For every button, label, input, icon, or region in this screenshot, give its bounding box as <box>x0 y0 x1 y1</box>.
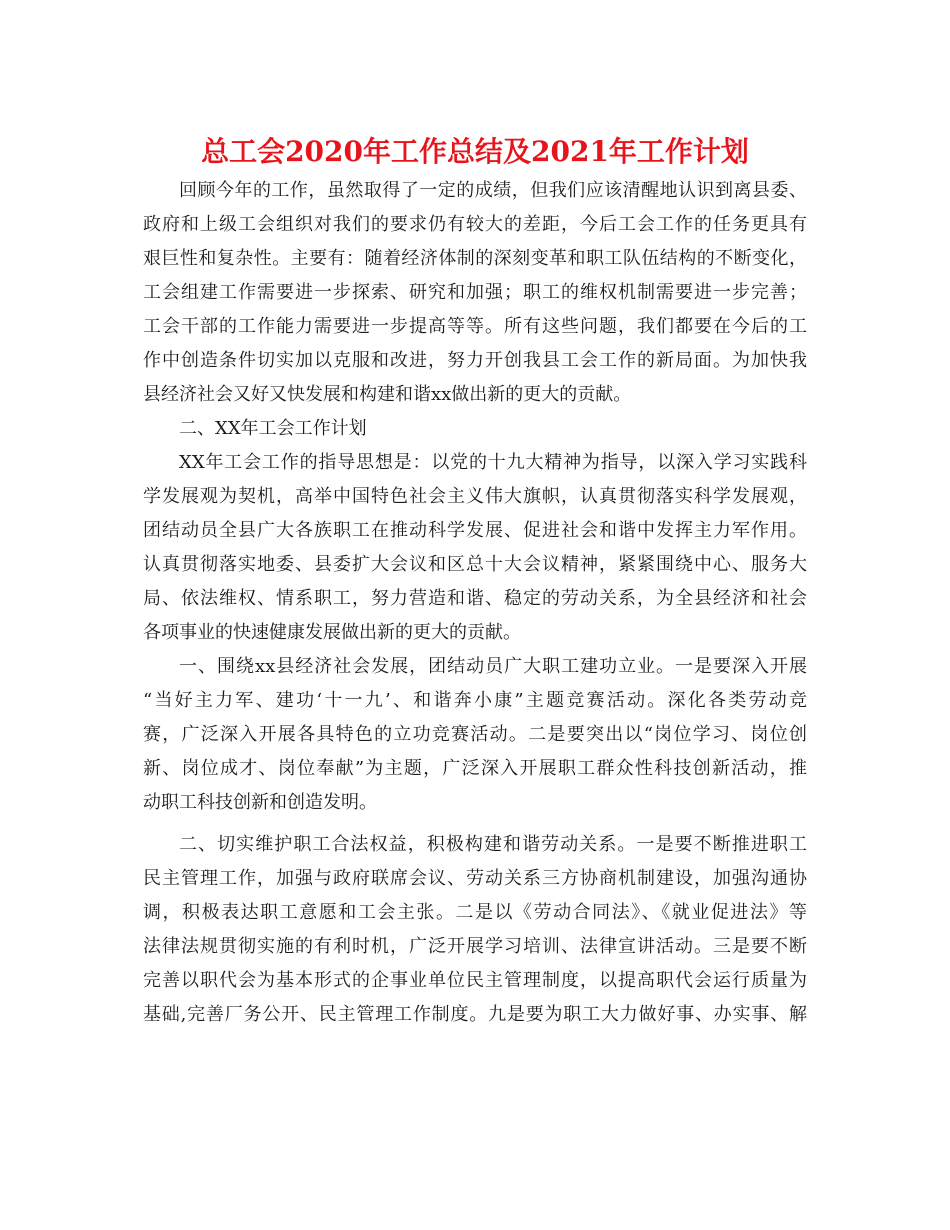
text-line: XX年工会工作的指导思想是：以党的十九大精神为指导，以深入学习实践科 <box>179 452 807 473</box>
text-line: 回顾今年的工作，虽然取得了一定的成绩，但我们应该清醒地认识到离县委、 <box>179 180 807 201</box>
text-line: 新、岗位成才、岗位奉献”为主题，广泛深入开展职工群众性科技创新活动，推 <box>143 758 807 779</box>
text-line: 一、围绕xx县经济社会发展，团结动员广大职工建功立业。一是要深入开展 <box>179 656 807 677</box>
document-title: 总工会2020年工作总结及2021年工作计划 <box>201 135 749 168</box>
text-line: 动职工科技创新和创造发明。 <box>143 792 377 813</box>
text-line: 艰巨性和复杂性。主要有：随着经济体制的深刻变革和职工队伍结构的不断变化， <box>143 248 807 269</box>
text-line: “当好主力军、建功‘十一九’、和谐奔小康”主题竞赛活动。深化各类劳动竞 <box>143 690 807 711</box>
text-line: 作中创造条件切实加以克服和改进，努力开创我县工会工作的新局面。为加快我 <box>143 350 807 371</box>
text-line: 局、依法维权、情系职工，努力营造和谐、稳定的劳动关系，为全县经济和社会 <box>143 588 807 609</box>
text-line: 民主管理工作，加强与政府联席会议、劳动关系三方协商机制建设，加强沟通协 <box>143 868 807 889</box>
paragraph-gap <box>143 820 807 828</box>
paragraph-guiding-idea <box>143 446 807 650</box>
text-line: 赛，广泛深入开展各具特色的立功竞赛活动。二是要突出以“岗位学习、岗位创 <box>143 724 807 745</box>
text-line: 政府和上级工会组织对我们的要求仍有较大的差距，今后工会工作的任务更具有 <box>143 214 807 235</box>
text-line: 工会组建工作需要进一步探索、研究和加强；职工的维权机制需要进一步完善； <box>143 282 807 303</box>
paragraph-item-two <box>143 828 807 1032</box>
text-line: 完善以职代会为基本形式的企事业单位民主管理制度，以提高职代会运行质量为 <box>143 970 807 991</box>
document-body <box>143 174 807 1032</box>
text-line: 基础,完善厂务公开、民主管理工作制度。九是要为职工大力做好事、办实事、解 <box>143 1004 807 1025</box>
text-line: 学发展观为契机，高举中国特色社会主义伟大旗帜，认真贯彻落实科学发展观， <box>143 486 807 507</box>
paragraph-review <box>143 174 807 412</box>
text-line: 各项事业的快速健康发展做出新的更大的贡献。 <box>143 622 521 643</box>
text-line: 调，积极表达职工意愿和工会主张。二是以《劳动合同法》、《就业促进法》等 <box>143 902 807 923</box>
section-heading <box>143 412 807 446</box>
text-line: 工会干部的工作能力需要进一步提高等等。所有这些问题，我们都要在今后的工 <box>143 316 807 337</box>
text-line: 认真贯彻落实地委、县委扩大会议和区总十大会议精神，紧紧围绕中心、服务大 <box>143 554 807 575</box>
text-line: 二、切实维护职工合法权益，积极构建和谐劳动关系。一是要不断推进职工 <box>179 834 807 855</box>
text-line: 二、XX年工会工作计划 <box>179 418 367 439</box>
text-line: 团结动员全县广大各族职工在推动科学发展、促进社会和谐中发挥主力军作用。 <box>143 520 807 541</box>
text-line: 法律法规贯彻实施的有利时机，广泛开展学习培训、法律宣讲活动。三是要不断 <box>143 936 807 957</box>
paragraph-item-one <box>143 650 807 820</box>
text-line: 县经济社会又好又快发展和构建和谐xx做出新的更大的贡献。 <box>143 384 632 405</box>
